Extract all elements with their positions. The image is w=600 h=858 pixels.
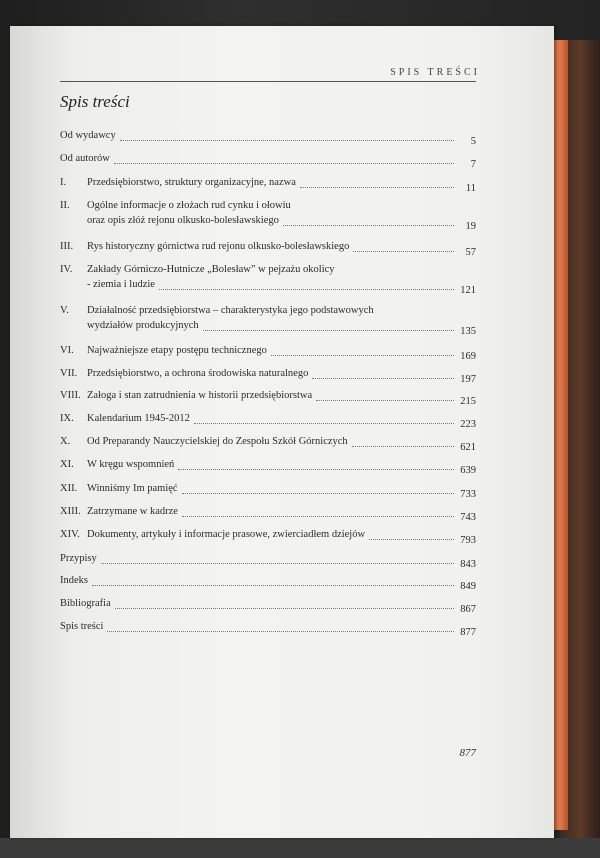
toc-entry-number: VI. [60, 345, 74, 356]
toc-entry-title: Spis treści [60, 621, 104, 632]
toc-entry [60, 130, 476, 148]
toc-entry-page: 197 [460, 374, 476, 385]
toc-leader-dots [312, 378, 454, 379]
toc-entry-page: 169 [460, 351, 476, 362]
toc-entry-title: W kręgu wspomnień [87, 459, 175, 470]
toc-entry-title: Bibliografia [60, 598, 111, 609]
header-rule [60, 81, 476, 82]
toc-entry-title: Działalność przedsiębiorstwa – charakterystyka jego podstawowych [87, 305, 374, 316]
toc-entry [60, 413, 476, 431]
toc-entry-number: IV. [60, 264, 73, 275]
toc-leader-dots [283, 225, 454, 226]
toc-entry-title: Kalendarium 1945-2012 [87, 413, 190, 424]
toc-entry-number: XIII. [60, 506, 81, 517]
toc-entry-title: Od Preparandy Nauczycielskiej do Zespołu Szkół Górniczych [87, 436, 348, 447]
toc-entry [60, 529, 476, 547]
toc-entry [60, 506, 476, 524]
toc-entry-page: 215 [460, 396, 476, 407]
toc-entry-page: 867 [460, 604, 476, 615]
toc-entry-page: 733 [460, 489, 476, 500]
toc-entry [60, 575, 476, 593]
toc-entry [60, 483, 476, 501]
toc-entry-page: 7 [470, 159, 476, 170]
toc-entry [60, 390, 476, 408]
toc-entry-title: Dokumenty, artykuły i informacje prasowe, zwierciadłem dziejów [87, 529, 366, 540]
toc-leader-dots [178, 469, 454, 470]
toc-entry-number: V. [60, 305, 69, 316]
toc-entry-title: Załoga i stan zatrudnienia w historii przedsiębiorstwa [87, 390, 313, 401]
toc-entry-title: Najważniejsze etapy postępu technicznego [87, 345, 267, 356]
toc-entry-page: 849 [460, 581, 476, 592]
toc-entry-page: 621 [460, 442, 476, 453]
toc-entry-page: 743 [460, 512, 476, 523]
toc-entry-page: 135 [460, 326, 476, 337]
toc-entry-title: Przedsiębiorstwo, a ochrona środowiska naturalnego [87, 368, 309, 379]
toc-leader-dots [194, 423, 454, 424]
toc-entry-title: Winniśmy Im pamięć [87, 483, 178, 494]
toc-entry-title: Od wydawcy [60, 130, 116, 141]
toc-entry [60, 153, 476, 171]
toc-entry [60, 200, 476, 234]
toc-leader-dots [182, 493, 454, 494]
toc-entry-title: Przedsiębiorstwo, struktury organizacyjne, nazwa [87, 177, 296, 188]
toc-entry [60, 305, 476, 339]
cover-bottom [0, 838, 600, 858]
toc-leader-dots [159, 289, 454, 290]
toc-entry-page: 793 [460, 535, 476, 546]
toc-entry [60, 177, 476, 195]
toc-entry-title: Ogólne informacje o złożach rud cynku i ołowiu [87, 200, 291, 211]
toc-entry-title: Przypisy [60, 553, 97, 564]
toc-entry-number: VIII. [60, 390, 81, 401]
toc-entry-number: II. [60, 200, 70, 211]
toc-entry [60, 345, 476, 363]
toc-leader-dots [92, 585, 454, 586]
toc-entry-number: X. [60, 436, 71, 447]
toc-entry-title: Zakłady Górniczo-Hutnicze „Bolesław” w pejzażu okolicy [87, 264, 335, 275]
toc-entry-page: 121 [460, 285, 476, 296]
toc-entry-page: 843 [460, 559, 476, 570]
toc-leader-dots [316, 400, 454, 401]
toc-entry-page: 57 [465, 247, 476, 258]
toc-entry [60, 368, 476, 386]
toc-entry [60, 264, 476, 298]
toc-entry-page: 223 [460, 419, 476, 430]
toc-leader-dots [203, 330, 454, 331]
toc-leader-dots [114, 163, 454, 164]
page-number: 877 [459, 747, 476, 759]
toc-entry-number: IX. [60, 413, 74, 424]
toc-entry-number: XIV. [60, 529, 80, 540]
toc-entry-title: Indeks [60, 575, 88, 586]
toc-entry [60, 241, 476, 259]
toc-leader-dots [300, 187, 454, 188]
toc-entry-title-continued: wydziałów produkcyjnych [87, 320, 199, 331]
toc-leader-dots [352, 446, 454, 447]
toc-leader-dots [369, 539, 454, 540]
page-title: Spis treści [60, 92, 130, 111]
running-head: SPIS TREŚCI [390, 67, 480, 78]
toc-entry [60, 553, 476, 571]
toc-entry [60, 436, 476, 454]
toc-entry-title-continued: - ziemia i ludzie [87, 279, 155, 290]
toc-leader-dots [353, 251, 454, 252]
toc-entry-page: 11 [465, 183, 476, 194]
toc-entry-title-continued: oraz opis złóż rejonu olkusko-bolesławskiego [87, 215, 279, 226]
toc-entry [60, 598, 476, 616]
toc-entry-number: I. [60, 177, 67, 188]
toc-leader-dots [271, 355, 454, 356]
toc-entry-page: 5 [470, 136, 476, 147]
toc-leader-dots [120, 140, 454, 141]
toc-entry-number: XII. [60, 483, 78, 494]
toc-entry-title: Od autorów [60, 153, 110, 164]
toc-leader-dots [115, 608, 454, 609]
toc-entry-title: Rys historyczny górnictwa rud rejonu olkusko-bolesławskiego [87, 241, 350, 252]
toc-entry-number: XI. [60, 459, 74, 470]
toc-leader-dots [182, 516, 454, 517]
toc-entry-page: 19 [465, 221, 476, 232]
toc-entry-page: 639 [460, 465, 476, 476]
toc-entry-number: VII. [60, 368, 78, 379]
toc-entry-number: III. [60, 241, 74, 252]
toc-leader-dots [101, 563, 454, 564]
toc-entry [60, 621, 476, 639]
toc-entry-page: 877 [460, 627, 476, 638]
toc-entry-title: Zatrzymane w kadrze [87, 506, 178, 517]
toc-leader-dots [107, 631, 454, 632]
toc-entry [60, 459, 476, 477]
